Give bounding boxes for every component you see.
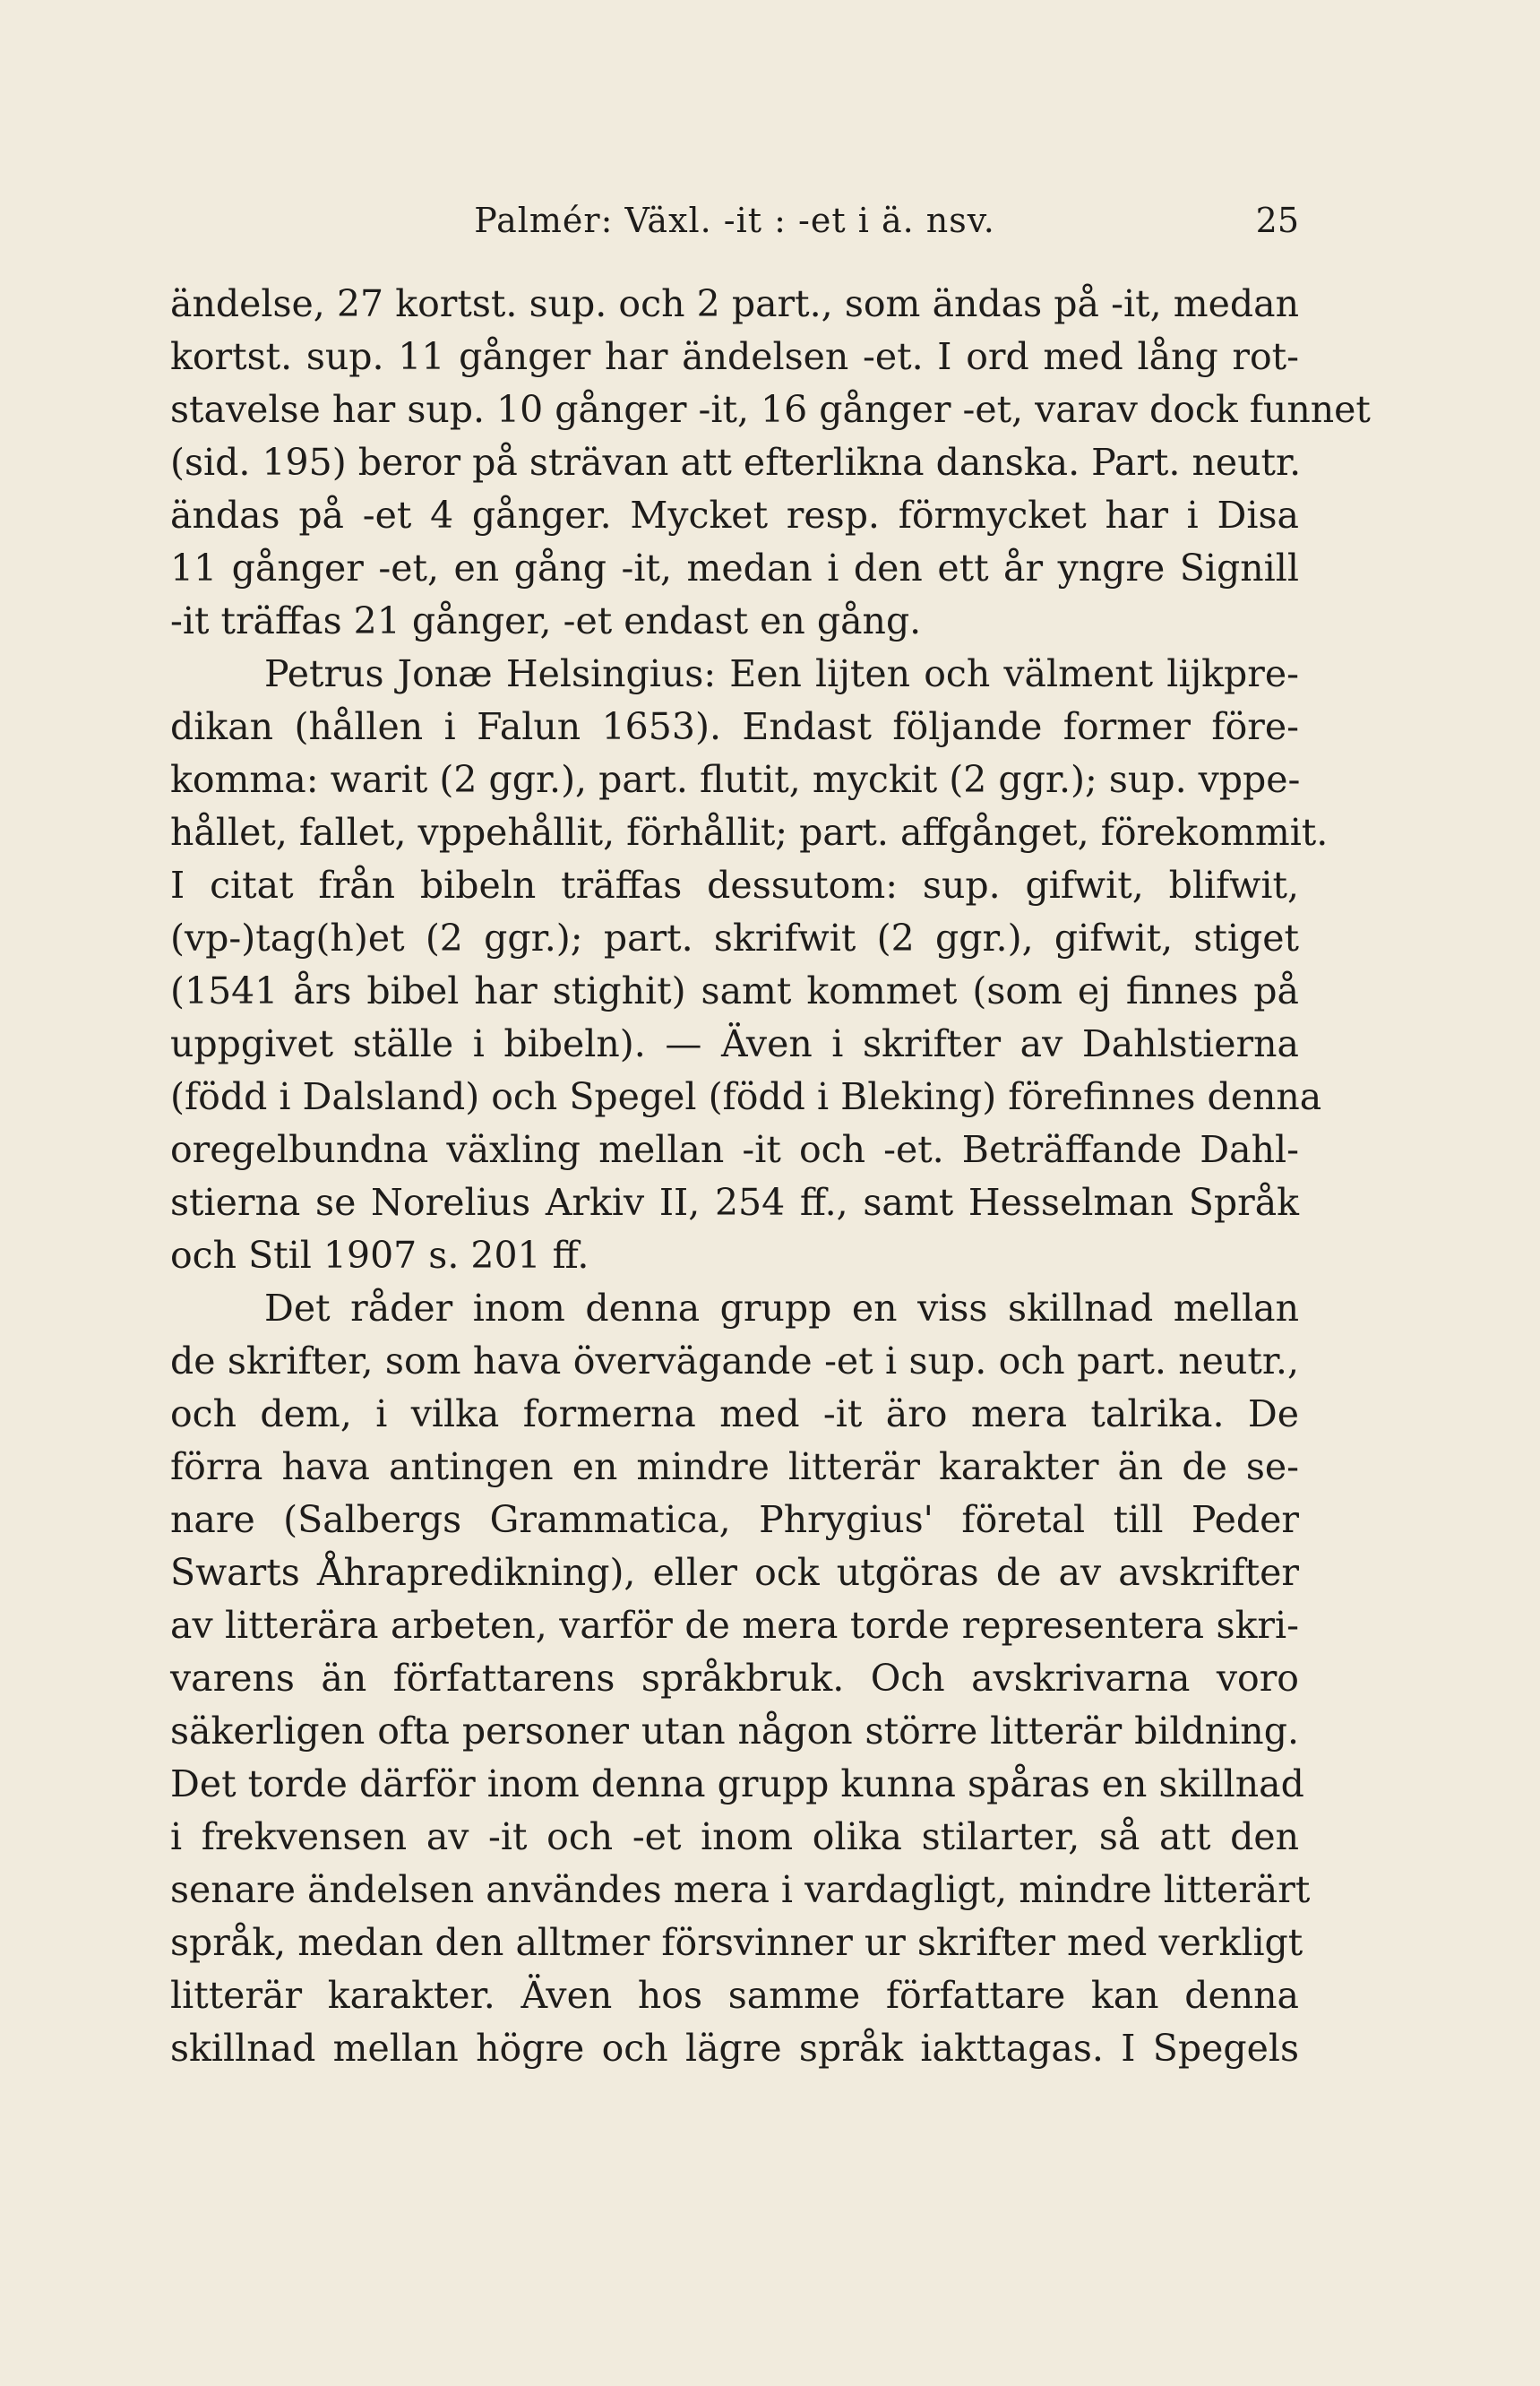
text-line: (sid. 195) beror på strävan att efterlikna danska. Part. neutr.	[170, 441, 1302, 484]
text-line: förra hava antingen en mindre litterär karakter än de se-	[170, 1445, 1299, 1488]
text-line: kortst. sup. 11 gånger har ändelsen -et. I ord med lång rot-	[170, 335, 1299, 378]
text-line: varens än författarens språkbruk. Och avskrivarna voro	[170, 1657, 1299, 1700]
text-line: komma: warit (2 ggr.), part. flutit, myckit (2 ggr.); sup. vppe-	[170, 758, 1301, 801]
text-line: och Stil 1907 s. 201 ff.	[170, 1234, 589, 1277]
text-line: uppgivet ställe i bibeln). — Även i skrifter av Dahlstierna	[170, 1022, 1299, 1065]
text-line: ändas på -et 4 gånger. Mycket resp. förmycket har i Disa	[170, 494, 1299, 537]
text-line: stierna se Norelius Arkiv II, 254 ff., samt Hesselman Språk	[170, 1181, 1299, 1224]
text-line: Swarts Åhrapredikning), eller ock utgöras de av avskrifter	[170, 1551, 1299, 1594]
text-line: i frekvensen av -it och -et inom olika stilarter, så att den	[170, 1815, 1299, 1858]
text-line: dikan (hållen i Falun 1653). Endast följande former före-	[170, 705, 1299, 748]
text-line: oregelbundna växling mellan -it och -et. Beträffande Dahl-	[170, 1128, 1299, 1171]
text-line: -it träffas 21 gånger, -et endast en gång.	[170, 599, 922, 642]
text-line: och dem, i vilka formerna med -it äro mera talrika. De	[170, 1392, 1299, 1435]
running-header	[170, 201, 1299, 254]
text-line: (vp-)tag(h)et (2 ggr.); part. skrifwit (2 ggr.), gifwit, stiget	[170, 917, 1299, 960]
text-line: Det torde därför inom denna grupp kunna spåras en skillnad	[170, 1762, 1304, 1805]
text-line: de skrifter, som hava övervägande -et i sup. och part. neutr.,	[170, 1339, 1299, 1383]
text-line: nare (Salbergs Grammatica, Phrygius' företal till Peder	[170, 1498, 1299, 1541]
text-line: Det råder inom denna grupp en viss skillnad mellan	[264, 1287, 1299, 1330]
text-line: stavelse har sup. 10 gånger -it, 16 gånger -et, varav dock funnet	[170, 388, 1371, 431]
text-line: hållet, fallet, vppehållit, förhållit; part. affgånget, förekommit.	[170, 811, 1329, 854]
text-line: av litterära arbeten, varför de mera torde representera skri-	[170, 1604, 1299, 1647]
text-line: Petrus Jonæ Helsingius: Een lijten och välment lijkpre-	[264, 652, 1299, 695]
text-line: säkerligen ofta personer utan någon större litterär bildning.	[170, 1710, 1299, 1753]
text-line: senare ändelsen användes mera i vardagligt, mindre litterärt	[170, 1868, 1311, 1911]
text-line: I citat från bibeln träffas dessutom: sup. gifwit, blifwit,	[170, 864, 1299, 907]
text-line: litterär karakter. Även hos samme författare kan denna	[170, 1974, 1299, 2017]
text-line: (1541 års bibel har stighit) samt kommet (som ej finnes på	[170, 969, 1299, 1012]
text-line: ändelse, 27 kortst. sup. och 2 part., som ändas på -it, medan	[170, 282, 1299, 325]
text-line: 11 gånger -et, en gång -it, medan i den ett år yngre Signill	[170, 547, 1299, 590]
body-text	[170, 278, 1371, 2075]
text-line: (född i Dalsland) och Spegel (född i Bleking) förefinnes denna	[170, 1075, 1322, 1118]
text-line: skillnad mellan högre och lägre språk iakttagas. I Spegels	[170, 2027, 1299, 2070]
running-title: Palmér: Växl. -it : -et i ä. nsv.	[474, 201, 995, 240]
page-number: 25	[1255, 201, 1299, 240]
text-line: språk, medan den alltmer försvinner ur skrifter med verkligt	[170, 1921, 1303, 1964]
